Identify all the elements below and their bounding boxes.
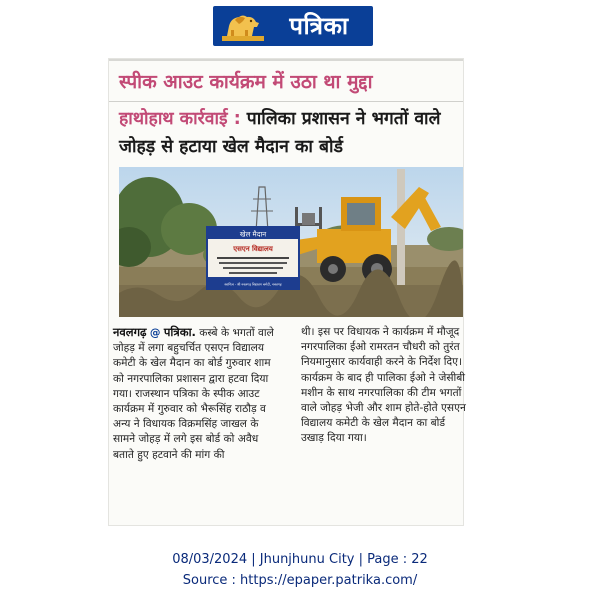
dateline-at: @ bbox=[149, 327, 161, 339]
sign-board bbox=[207, 227, 299, 289]
divider bbox=[109, 59, 463, 61]
pole bbox=[397, 169, 405, 293]
source-url-line: Source : https://epaper.patrika.com/ bbox=[182, 573, 418, 588]
board-footer: स्वामित्व - श्री नवलगढ़ विद्यालय कमेटी, नवलगढ़ bbox=[224, 282, 282, 287]
article-headline bbox=[119, 105, 455, 161]
dateline-paper: पत्रिका. bbox=[163, 325, 196, 339]
body-text-right: थी। इस पर विधायक ने कार्यक्रम में मौजूद नगरपालिका ईओ रामरतन चौधरी को तुरंत नियमानुसार कार्यवाही करने के निर्देश दिए। कार्यक्रम के बाद ही पालिका ईओ ने जेसीबी मशीन के साथ नगरपालिका की टीम भगतों वाले जोहड़ भेजी और शाम होते-होते एसएन विद्यालय कमेटी के खेल मैदान का बोर्ड उखाड़ दिया गया। bbox=[301, 326, 466, 445]
dateline-place: नवलगढ़ bbox=[113, 325, 147, 339]
board-title: एसएन विद्यालय bbox=[233, 245, 273, 253]
news-photo bbox=[119, 167, 463, 317]
masthead-title: पत्रिका bbox=[289, 12, 349, 40]
news-clipping bbox=[108, 58, 464, 526]
lion-emblem-icon bbox=[221, 10, 265, 42]
article-kicker: स्पीक आउट कार्यक्रम में उठा था मुद्दा bbox=[119, 71, 373, 93]
divider bbox=[109, 101, 463, 102]
article-column-left bbox=[113, 325, 281, 463]
source-date-line: 08/03/2024 | Jhunjhunu City | Page : 22 bbox=[172, 552, 428, 567]
headline-rest: पालिका प्रशासन ने भगतों वाले जोहड़ से हटाया खेल मैदान का बोर्ड bbox=[119, 109, 441, 157]
body-text-left: कस्बे के भगतों वाले जोहड़ में लगा बहुचर्चित एसएन विद्यालय कमेटी के खेल मैदान का बोर्ड गुरुवार शाम को नगरपालिका प्रशासन द्वारा हटवा दिया गया। राजस्थान पत्रिका के स्पीक आउट कार्यक्रम में गुरुवार को भैरूसिंह राठौड़ व अन्य ने विधायक विक्रमसिंह जाखल के सामने जोहड़ में लगे इस बोर्ड को अवैध बताते हुए हटवाने की मांग की bbox=[113, 327, 274, 461]
article-column-right bbox=[301, 325, 469, 447]
headline-lead: हाथोहाथ कार्रवाई : bbox=[119, 109, 241, 129]
masthead-logo bbox=[213, 6, 373, 46]
board-header: खेल मैदान bbox=[239, 230, 267, 239]
